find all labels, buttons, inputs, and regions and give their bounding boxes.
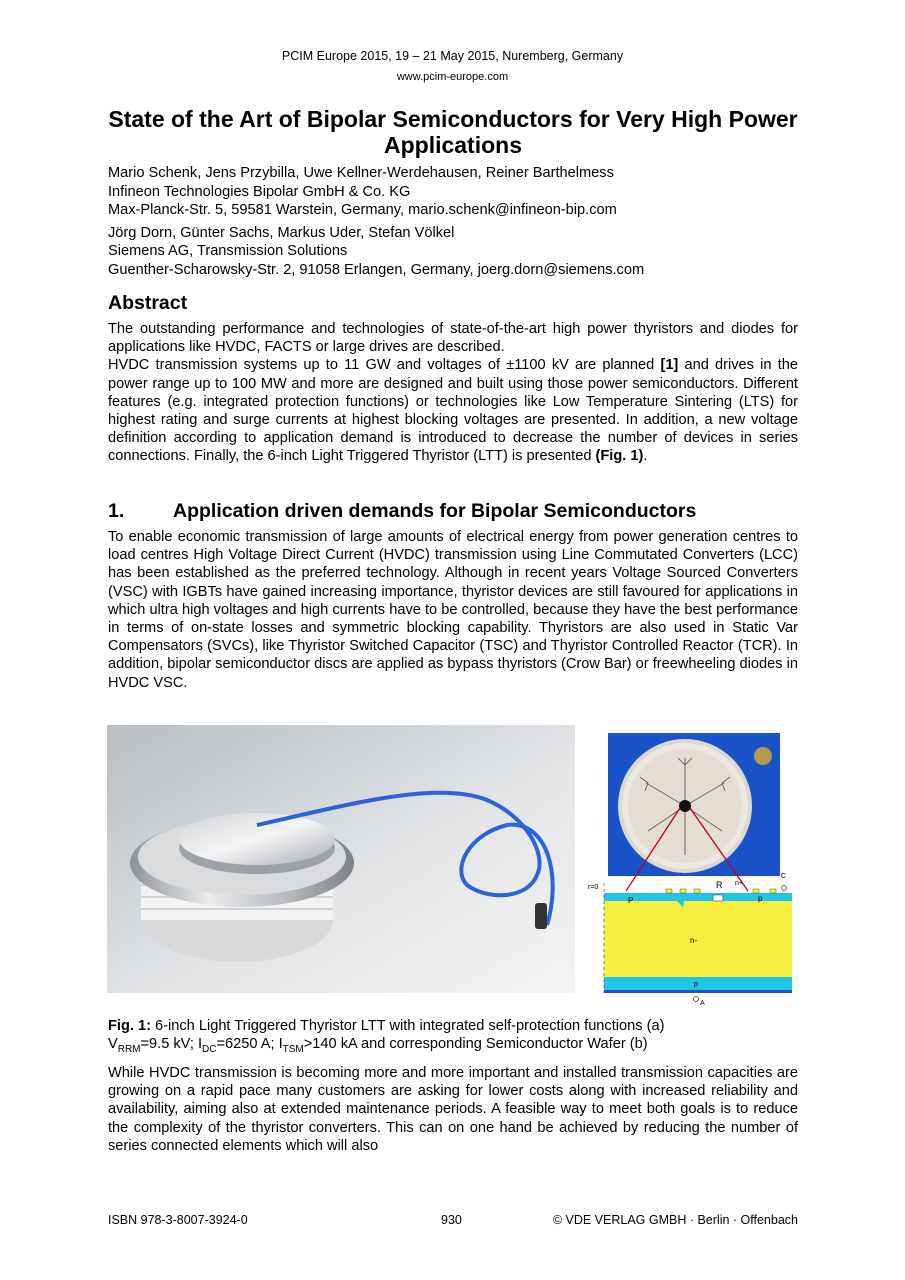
figure-1b-wafer	[588, 733, 798, 1005]
caption-i1-value: =6250 A;	[216, 1036, 279, 1053]
reference-coin	[754, 747, 772, 765]
caption-i2-symbol: I	[278, 1036, 283, 1053]
author-block	[108, 164, 798, 279]
contact-pad	[694, 889, 700, 893]
paper-title: State of the Art of Bipolar Semiconductors for Very High Power Applications	[108, 106, 798, 158]
authors-group1-address: Max-Planck-Str. 5, 59581 Warstein, Germany, mario.schenk@infineon-bip.com	[108, 202, 617, 218]
p-bottom-layer	[604, 977, 792, 990]
label-p-right: p	[758, 894, 763, 903]
authors-group1-org: Infineon Technologies Bipolar GmbH & Co. KG	[108, 183, 411, 200]
n-minus-region	[604, 901, 792, 977]
abstract-heading: Abstract	[108, 292, 188, 314]
abstract-p2-text-a: HVDC transmission systems up to 11 GW and voltages of ±1100 kV are planned	[108, 357, 661, 374]
label-A: A	[700, 1000, 705, 1005]
resistor-symbol	[713, 895, 723, 901]
section-1-number: 1.	[108, 500, 125, 522]
figure-1-caption	[108, 1017, 798, 1056]
label-R: R	[716, 880, 723, 890]
section-1-p1-text: To enable economic transmission of large amounts of electrical energy from power generation centres to load centres High Voltage Direct Current (HVDC) transmission using Line Commutated Converters (LCC) has been established as the preferred technology. Although in recent years Voltage Sourced Converters (VSC) with IGBTs have gained increasing importance, thyristor devices are still favoured for applications in which ultra high voltages and high currents have to be controlled, because they have the best performance in terms of on-state losses and symmetric blocking capability. Thyristors are also used in Static Var Compensators (SVCs), like Thyristor Switched Capacitor (TSC) and Thyristor Controlled Reactor (TCR). In addition, bipolar semiconductor discs are applied as bypass thyristors (Crow Bar) or freewheeling diodes in HVDC VSC.	[108, 529, 798, 691]
section-1-title: Application driven demands for Bipolar Semiconductors	[173, 500, 697, 522]
abstract-paragraph-2	[108, 356, 798, 465]
caption-v-sub: RRM	[117, 1044, 141, 1056]
section-1-heading	[108, 500, 798, 523]
section-1-p2-text: While HVDC transmission is becoming more and more important and installed transmission capacities are growing on a rapid pace many customers are asking for lower costs along with increased reliability and availability, aiming also at extended maintenance periods. A feasible way to meet both goals is to reduce the complexity of the thyristor converters. This can on one hand be achieved by reducing the number of series connected elements which will also	[108, 1065, 798, 1154]
footer-publisher: © VDE VERLAG GMBH · Berlin · Offenbach	[552, 1213, 798, 1227]
conference-url[interactable]: www.pcim-europe.com	[396, 71, 509, 83]
anode-metal	[604, 990, 792, 993]
abstract-paragraph-1: The outstanding performance and technologies of state-of-the-art high power thyristors and diodes for applications like HVDC, FACTS or large drives are described.	[108, 321, 798, 356]
caption-i2-sub: TSM	[282, 1044, 304, 1056]
abstract-p2-text-c: .	[643, 448, 648, 465]
label-nminus: n-	[690, 936, 698, 945]
contact-pad	[666, 889, 672, 893]
contact-pad	[770, 889, 776, 893]
label-p-left: P	[628, 896, 634, 905]
caption-text-1: 6-inch Light Triggered Thyristor LTT with integrated self-protection functions (a)	[150, 1018, 665, 1034]
footer-isbn: ISBN 978-3-8007-3924-0	[108, 1213, 248, 1227]
footer-page-number: 930	[441, 1213, 462, 1227]
fiber-connector	[535, 903, 547, 929]
caption-line-1	[108, 1017, 798, 1035]
anode-terminal	[694, 997, 699, 1002]
label-nplus: n+	[735, 880, 743, 887]
caption-i1-symbol: I	[197, 1036, 203, 1053]
pole-piece-top	[179, 813, 335, 865]
abstract-p2-text-b: and drives in the power range up to 100 MW and more are designed and built using those power semiconductors. Different features (e.g. integrated protection functions) or technologies like Low Temperature Sintering (LTS) for highest rating and surge currents at highest blocking voltages are presented. In addition, a new voltage definition according to application demand is introduced to decrease the number of devices in series connections. Finally, the 6-inch Light Triggered Thyristor (LTT) is presented	[108, 357, 798, 465]
authors-group2-address: Guenther-Scharowsky-Str. 2, 91058 Erlangen, Germany, joerg.dorn@siemens.com	[108, 261, 645, 278]
conference-line: PCIM Europe 2015, 19 – 21 May 2015, Nuremberg, Germany	[281, 49, 624, 63]
caption-i1-sub: DC	[202, 1044, 217, 1056]
label-r0: r=0	[588, 884, 599, 891]
caption-i2-value: >140 kA and corresponding Semiconductor Wafer (b)	[303, 1036, 648, 1053]
reference-1: [1]	[660, 357, 679, 374]
gate-center	[679, 800, 691, 812]
cathode-terminal	[782, 886, 787, 891]
caption-label: Fig. 1:	[108, 1018, 151, 1034]
caption-v-value: =9.5 kV;	[140, 1036, 198, 1053]
caption-v-symbol: V	[108, 1036, 118, 1053]
figure-reference: (Fig. 1)	[595, 448, 644, 465]
abstract-body	[108, 320, 798, 466]
contact-pad	[680, 889, 686, 893]
figure-1a-thyristor-photo	[107, 725, 575, 993]
authors-group2-org: Siemens AG, Transmission Solutions	[108, 243, 348, 259]
authors-group2-names: Jörg Dorn, Günter Sachs, Markus Uder, Stefan Völkel	[108, 224, 455, 241]
section-1-paragraph-2	[108, 1064, 798, 1155]
contact-pad	[753, 889, 759, 893]
authors-group1-names: Mario Schenk, Jens Przybilla, Uwe Kellner-Werdehausen, Reiner Barthelmess	[108, 165, 614, 181]
section-1-paragraph-1	[108, 528, 798, 692]
label-p-bottom: p	[694, 981, 698, 988]
label-C: C	[781, 873, 787, 880]
caption-line-2	[108, 1035, 798, 1056]
